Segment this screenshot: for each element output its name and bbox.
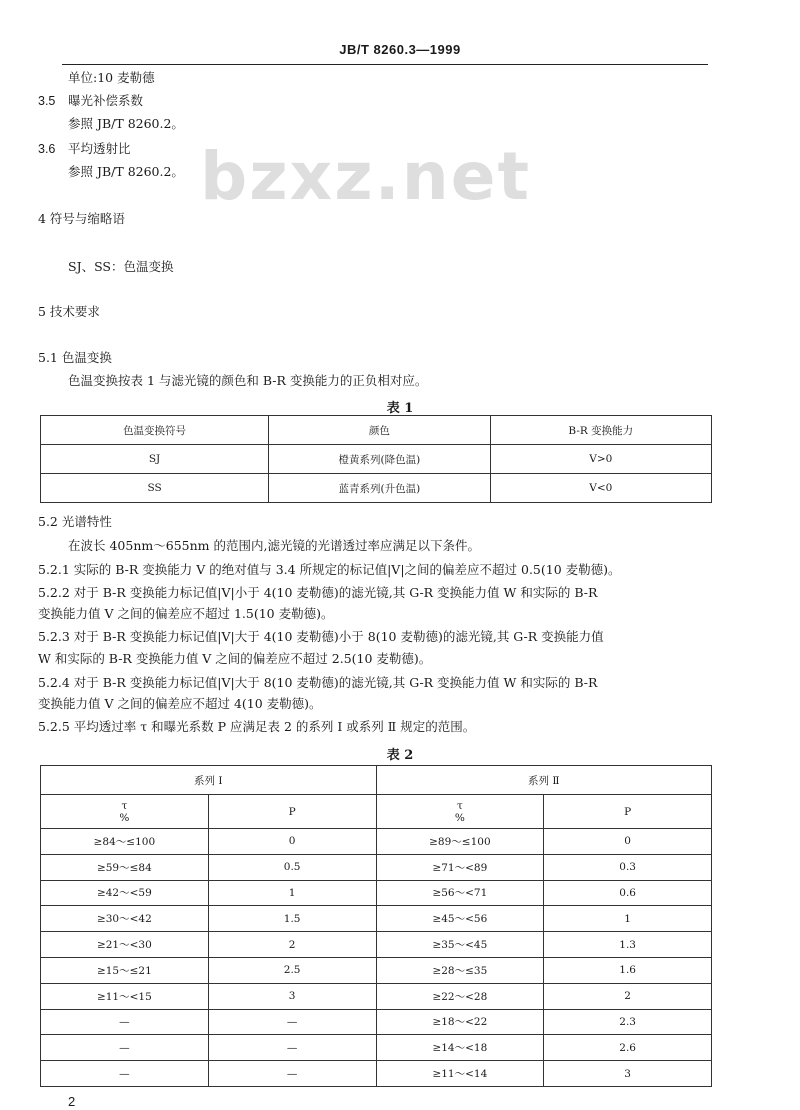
section-5-2-body: 在波长 405nm～655nm 的范围内,滤光镜的光谱透过率应满足以下条件。: [68, 538, 480, 553]
tau-header: [41, 795, 209, 829]
tau-header: [376, 795, 544, 829]
table-cell: ≥30～<42: [41, 906, 209, 932]
watermark: bzxz.net: [200, 138, 532, 215]
table-2-caption: 表 2: [386, 748, 414, 763]
series-2-header: 系列 Ⅱ: [376, 766, 712, 795]
table-row: [41, 1061, 712, 1087]
table-row: [41, 906, 712, 932]
table-2-group-row: [41, 766, 712, 795]
table-row: [41, 474, 712, 503]
table-row: [41, 880, 712, 906]
table-cell: ≥59～≤84: [41, 854, 209, 880]
table-cell: ≥71～<89: [376, 854, 544, 880]
table-row: [41, 1009, 712, 1035]
table-cell: ≥89～≤100: [376, 829, 544, 855]
section-5-2-4-line2: 变换能力值 V 之间的偏差应不超过 4(10 麦勒德)。: [38, 696, 322, 711]
table-row: [41, 983, 712, 1009]
section-5-2-5: 5.2.5 平均透过率 τ 和曝光系数 P 应满足表 2 的系列 Ⅰ 或系列 Ⅱ 规定的范围。: [38, 719, 476, 734]
table-cell: 1: [208, 880, 376, 906]
table-cell: ≥22～<28: [376, 983, 544, 1009]
table-1-header-row: [41, 416, 712, 445]
table-row: [41, 957, 712, 983]
table-cell: V>0: [490, 445, 711, 474]
table-cell: 2.5: [208, 957, 376, 983]
tau-symbol: τ: [121, 799, 128, 812]
table-cell: 2: [208, 932, 376, 958]
series-1-header: 系列 Ⅰ: [41, 766, 377, 795]
table-cell: 1.5: [208, 906, 376, 932]
table-cell: 3: [208, 983, 376, 1009]
section-4-body: SJ、SS：色温变换: [68, 259, 174, 274]
table-cell: SJ: [41, 445, 269, 474]
table-cell: ≥42～<59: [41, 880, 209, 906]
section-3-5-ref: 参照 JB/T 8260.2。: [68, 116, 184, 131]
p-header: P: [544, 795, 712, 829]
table-cell: 蓝青系列(升色温): [269, 474, 490, 503]
table-cell: 2.3: [544, 1009, 712, 1035]
section-5-2-3-line2: W 和实际的 B-R 变换能力值 V 之间的偏差应不超过 2.5(10 麦勒德)。: [38, 651, 432, 666]
table-row: [41, 1035, 712, 1061]
page-number: 2: [68, 1094, 76, 1109]
tau-symbol: τ: [456, 799, 463, 812]
section-5-2-2-line2: 变换能力值 V 之间的偏差应不超过 1.5(10 麦勒德)。: [38, 606, 334, 621]
table-cell: ≥18～<22: [376, 1009, 544, 1035]
table-cell: 2: [544, 983, 712, 1009]
table-cell: ≥11～<14: [376, 1061, 544, 1087]
table-1-caption: 表 1: [386, 401, 414, 416]
table-2: [40, 765, 712, 1087]
table-cell: ≥56～<71: [376, 880, 544, 906]
table-row: [41, 932, 712, 958]
table-cell: 2.6: [544, 1035, 712, 1061]
table-cell: 0.3: [544, 854, 712, 880]
section-5-2-2-line1: 5.2.2 对于 B-R 变换能力标记值|V|小于 4(10 麦勒德)的滤光镜,其 G-R 变换能力值 W 和实际的 B-R: [38, 585, 598, 600]
table-1: [40, 415, 712, 503]
table-1-header-cell: 颜色: [269, 416, 490, 445]
unit-line: 单位:10 麦勒德: [68, 70, 155, 85]
table-1-header-cell: 色温变换符号: [41, 416, 269, 445]
table-cell: —: [208, 1009, 376, 1035]
table-cell: 1.3: [544, 932, 712, 958]
table-cell: —: [208, 1035, 376, 1061]
section-3-6-number: 3.6: [38, 142, 56, 156]
table-cell: 0.6: [544, 880, 712, 906]
table-cell: —: [41, 1009, 209, 1035]
section-4-heading: 4 符号与缩略语: [38, 211, 125, 226]
section-5-2-4-line1: 5.2.4 对于 B-R 变换能力标记值|V|大于 8(10 麦勒德)的滤光镜,其 G-R 变换能力值 W 和实际的 B-R: [38, 675, 598, 690]
section-5-1-body: 色温变换按表 1 与滤光镜的颜色和 B-R 变换能力的正负相对应。: [68, 373, 428, 388]
section-3-5-title: 曝光补偿系数: [68, 93, 144, 108]
table-cell: SS: [41, 474, 269, 503]
table-cell: ≥15～≤21: [41, 957, 209, 983]
document-header: JB/T 8260.3—1999: [339, 42, 461, 57]
section-3-5-number: 3.5: [38, 94, 56, 108]
table-cell: ≥35～<45: [376, 932, 544, 958]
percent-unit: %: [119, 811, 130, 824]
table-cell: V<0: [490, 474, 711, 503]
table-cell: 0: [208, 829, 376, 855]
table-1-header-cell: B-R 变换能力: [490, 416, 711, 445]
table-row: [41, 445, 712, 474]
table-cell: 0.5: [208, 854, 376, 880]
table-cell: ≥11～<15: [41, 983, 209, 1009]
table-cell: 1.6: [544, 957, 712, 983]
table-cell: ≥14～<18: [376, 1035, 544, 1061]
table-cell: ≥45～<56: [376, 906, 544, 932]
table-cell: ≥28～≤35: [376, 957, 544, 983]
table-cell: 橙黄系列(降色温): [269, 445, 490, 474]
section-5-2-1: 5.2.1 实际的 B-R 变换能力 V 的绝对值与 3.4 所规定的标记值|V|之间的偏差应不超过 0.5(10 麦勒德)。: [38, 562, 621, 577]
table-cell: 0: [544, 829, 712, 855]
section-5-2-3-line1: 5.2.3 对于 B-R 变换能力标记值|V|大于 4(10 麦勒德)小于 8(10 麦勒德)的滤光镜,其 G-R 变换能力值: [38, 629, 604, 644]
p-header: P: [208, 795, 376, 829]
section-3-6-title: 平均透射比: [68, 141, 131, 156]
table-cell: —: [41, 1061, 209, 1087]
table-2-subheader-row: [41, 795, 712, 829]
table-row: [41, 854, 712, 880]
table-cell: 3: [544, 1061, 712, 1087]
table-cell: 1: [544, 906, 712, 932]
table-cell: ≥21～<30: [41, 932, 209, 958]
table-row: [41, 829, 712, 855]
header-rule: [62, 64, 708, 65]
section-3-6-ref: 参照 JB/T 8260.2。: [68, 164, 184, 179]
section-5-heading: 5 技术要求: [38, 304, 100, 319]
section-5-2-heading: 5.2 光谱特性: [38, 514, 112, 529]
percent-unit: %: [454, 811, 465, 824]
table-cell: —: [41, 1035, 209, 1061]
section-5-1-heading: 5.1 色温变换: [38, 350, 112, 365]
table-cell: ≥84～≤100: [41, 829, 209, 855]
table-cell: —: [208, 1061, 376, 1087]
